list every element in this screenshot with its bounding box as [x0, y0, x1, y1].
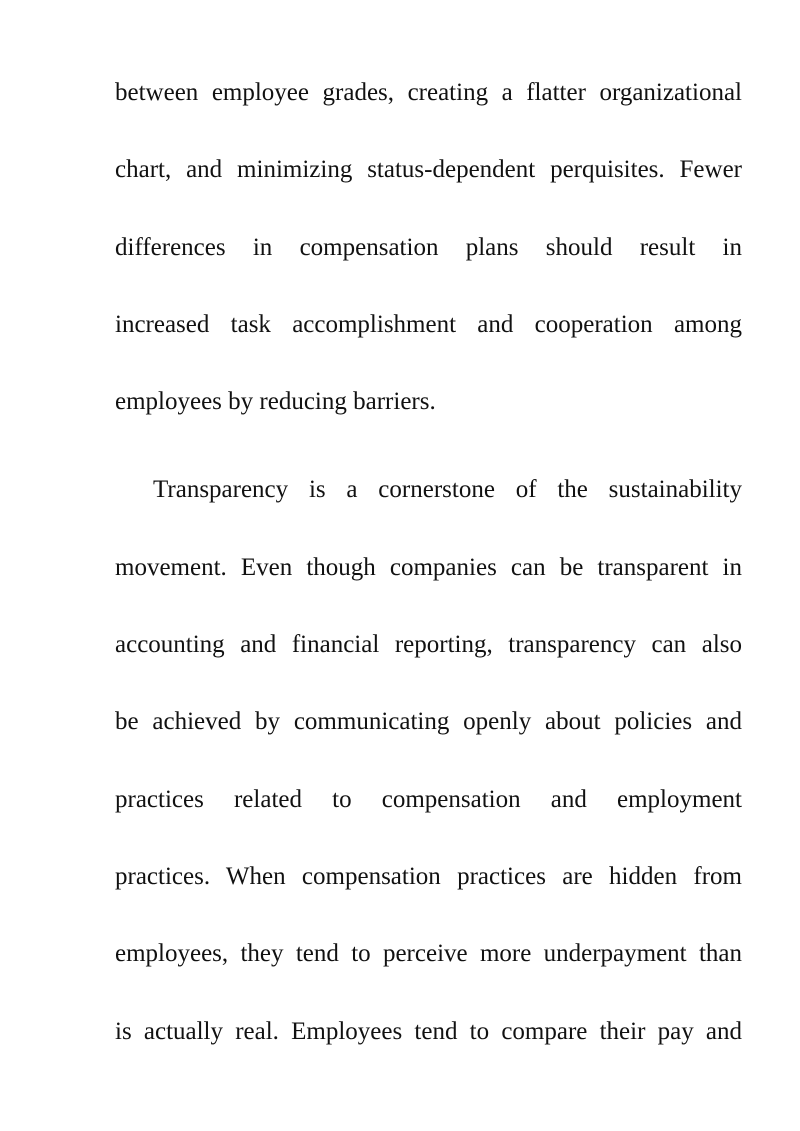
text-line: practices. When compensation practices are hidden from: [115, 862, 742, 890]
text-line: Transparency is a cornerstone of the sustainability: [153, 476, 742, 504]
text-line: between employee grades, creating a flatter organizational: [115, 79, 742, 106]
paragraph-spacer: [115, 456, 742, 467]
text-line: employees, they tend to perceive more underpayment than: [115, 940, 742, 968]
text-line: be achieved by communicating openly about policies and: [115, 708, 742, 736]
paragraph: [115, 70, 742, 456]
text-line: employees by reducing barriers.: [115, 388, 436, 416]
text-line: increased task accomplishment and cooperation among: [115, 310, 742, 338]
paragraph: [115, 467, 742, 1085]
text-line: movement. Even though companies can be transparent in: [115, 553, 742, 581]
text-line: practices related to compensation and employment: [115, 785, 742, 813]
text-line: is actually real. Employees tend to compare their pay and: [115, 1017, 742, 1045]
document-page: [115, 70, 742, 1086]
text-line: differences in compensation plans should result in: [115, 233, 742, 261]
text-line: accounting and financial reporting, transparency can also: [115, 631, 742, 659]
text-line: chart, and minimizing status-dependent perquisites. Fewer: [115, 156, 742, 184]
